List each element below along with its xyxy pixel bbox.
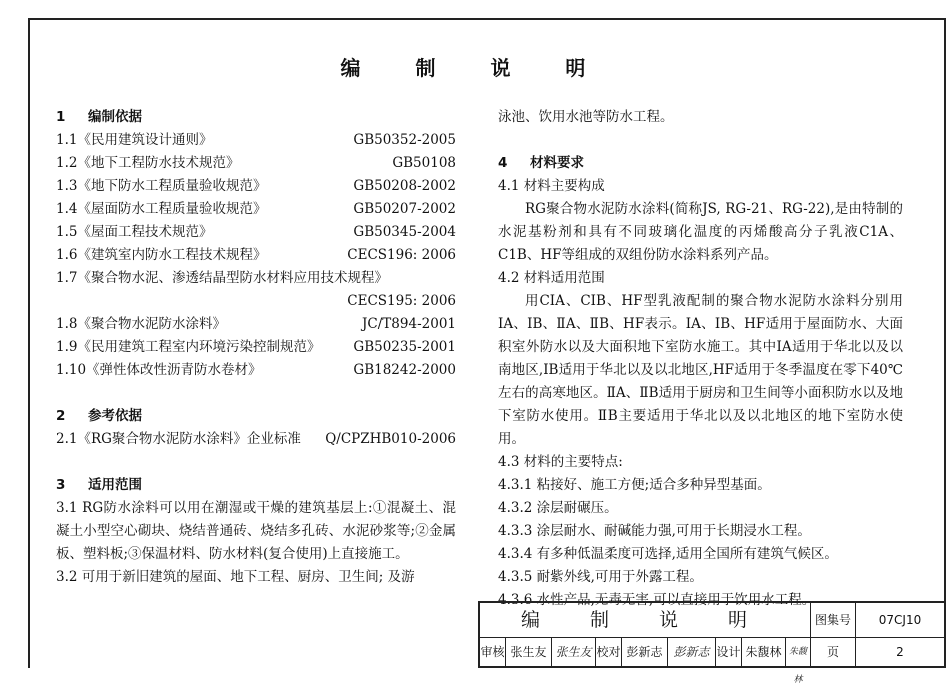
ref-item <box>56 359 456 382</box>
ref-title: 1.5《屋面工程技术规范》 <box>56 224 213 240</box>
ref-title: 1.4《屋面防水工程质量验收规范》 <box>56 201 267 217</box>
page-number: 2 <box>896 645 904 659</box>
title-block <box>478 601 946 685</box>
ref-item <box>56 244 456 267</box>
ref-item <box>56 175 456 198</box>
ref-title: 1.2《地下工程防水技术规范》 <box>56 155 240 171</box>
section-2-heading <box>56 405 456 428</box>
check-label: 校对 <box>596 638 622 666</box>
page-label: 页 <box>811 638 856 666</box>
designer-signature: 朱馥林 <box>786 638 811 666</box>
ref-title: 1.3《地下防水工程质量验收规范》 <box>56 178 267 194</box>
design-label: 设计 <box>716 638 742 666</box>
feature-item: 4.3.6 水性产品,无毒无害,可以直接用于饮用水工程。 <box>498 592 816 608</box>
feature-item: 4.3.3 涂层耐水、耐碱能力强,可用于长期浸水工程。 <box>498 523 811 539</box>
ref-code: JC/T894-2001 <box>362 316 456 332</box>
title-block-signature-row <box>480 638 944 685</box>
section-title: 参考依据 <box>88 408 142 424</box>
section-1-heading <box>56 106 456 129</box>
continued-text: 泳池、饮用水池等防水工程。 <box>498 109 674 125</box>
ref-code: GB50208-2002 <box>353 178 456 194</box>
ref-item-7-title: 1.7《聚合物水泥、渗透结晶型防水材料应用技术规程》 <box>56 270 388 286</box>
page-title: 编 制 说 明 <box>340 56 610 80</box>
ref-item <box>56 221 456 244</box>
feature-item: 4.3.5 耐紫外线,可用于外露工程。 <box>498 569 703 585</box>
section-4-heading <box>498 152 903 175</box>
subsection-4-1: 4.1 材料主要构成 <box>498 178 605 194</box>
ref-code: GB50207-2002 <box>353 201 456 217</box>
left-column <box>56 106 456 589</box>
checker-name: 彭新志 <box>622 638 668 666</box>
reviewer-signature: 张生友 <box>552 638 596 666</box>
scope-paragraph-1: 3.1 RG防水涂料可以用在潮湿或干燥的建筑基层上:①混凝土、混凝土小型空心砌块、烧结普通砖、烧结多孔砖、水泥砂浆等;②金属板、塑料板;③保温材料、防水材料(复合使用)上直接施工。 <box>56 500 456 562</box>
ref-title: 1.1《民用建筑设计通则》 <box>56 132 213 148</box>
feature-item: 4.3.2 涂层耐碾压。 <box>498 500 618 516</box>
feature-item: 4.3.4 有多种低温柔度可选择,适用全国所有建筑气候区。 <box>498 546 838 562</box>
ref-code: GB50235-2001 <box>353 339 456 355</box>
section-number: 3 <box>56 477 66 493</box>
right-column <box>498 106 903 612</box>
review-label: 审核 <box>480 638 506 666</box>
ref-code: GB50108 <box>392 155 456 171</box>
ref-item-7-code: CECS195: 2006 <box>347 293 456 309</box>
designer-name: 朱馥林 <box>742 638 786 666</box>
ref-title: 1.6《建筑室内防水工程技术规程》 <box>56 247 267 263</box>
atlas-number-label: 图集号 <box>811 603 856 637</box>
subsection-4-3: 4.3 材料的主要特点: <box>498 454 623 470</box>
ref-code: GB50345-2004 <box>353 224 456 240</box>
section-number: 4 <box>498 155 508 171</box>
checker-signature: 彭新志 <box>668 638 716 666</box>
ref-item <box>56 198 456 221</box>
composition-paragraph: RG聚合物水泥防水涂料(简称JS, RG-21、RG-22),是由特制的水泥基粉剂和具有不同玻璃化温度的丙烯酸高分子乳液C1A、C1B、HF等组成的双组份防水涂料系列产品。 <box>498 201 903 263</box>
application-paragraph: 用CIA、CIB、HF型乳液配制的聚合物水泥防水涂料分别用IA、IB、ⅡA、ⅡB、HF表示。IA、IB、HF适用于屋面防水、大面积室外防水以及大面积地下室防水施工。其中IA适用于华北以及以南地区,IB适用于华北以及以北地区,HF适用于冬季温度在零下40℃左右的高寒地区。ⅡA、ⅡB适用于厨房和卫生间等小面积防水以及地下室防水使用。ⅡB主要适用于华北以及以北地区的地下室防水使用。 <box>498 293 903 447</box>
ref-code: GB18242-2000 <box>353 362 456 378</box>
reviewer-name: 张生友 <box>506 638 552 666</box>
section-title: 编制依据 <box>88 109 142 125</box>
ref-item <box>56 129 456 152</box>
section-title: 材料要求 <box>530 155 584 171</box>
ref-title: 2.1《RG聚合物水泥防水涂料》企业标准 <box>56 431 301 447</box>
ref-code: CECS196: 2006 <box>347 247 456 263</box>
title-block-title: 编 制 说 明 <box>480 603 811 637</box>
title-block-top-row <box>480 603 944 638</box>
ref-title: 1.10《弹性体改性沥青防水卷材》 <box>56 362 262 378</box>
section-title: 适用范围 <box>88 477 142 493</box>
section-number: 1 <box>56 109 66 125</box>
ref-title: 1.9《民用建筑工程室内环境污染控制规范》 <box>56 339 321 355</box>
section-3-heading <box>56 474 456 497</box>
scope-paragraph-2: 3.2 可用于新旧建筑的屋面、地下工程、厨房、卫生间; 及游 <box>56 569 415 585</box>
ref-item <box>56 428 456 451</box>
atlas-number: 07CJ10 <box>878 613 922 627</box>
ref-title: 1.8《聚合物水泥防水涂料》 <box>56 316 226 332</box>
feature-item: 4.3.1 粘接好、施工方便;适合多种异型基面。 <box>498 477 771 493</box>
ref-code: Q/CPZHB010-2006 <box>325 431 456 447</box>
ref-item <box>56 336 456 359</box>
ref-item <box>56 152 456 175</box>
section-number: 2 <box>56 408 66 424</box>
subsection-4-2: 4.2 材料适用范围 <box>498 270 605 286</box>
ref-code: GB50352-2005 <box>353 132 456 148</box>
ref-item <box>56 313 456 336</box>
